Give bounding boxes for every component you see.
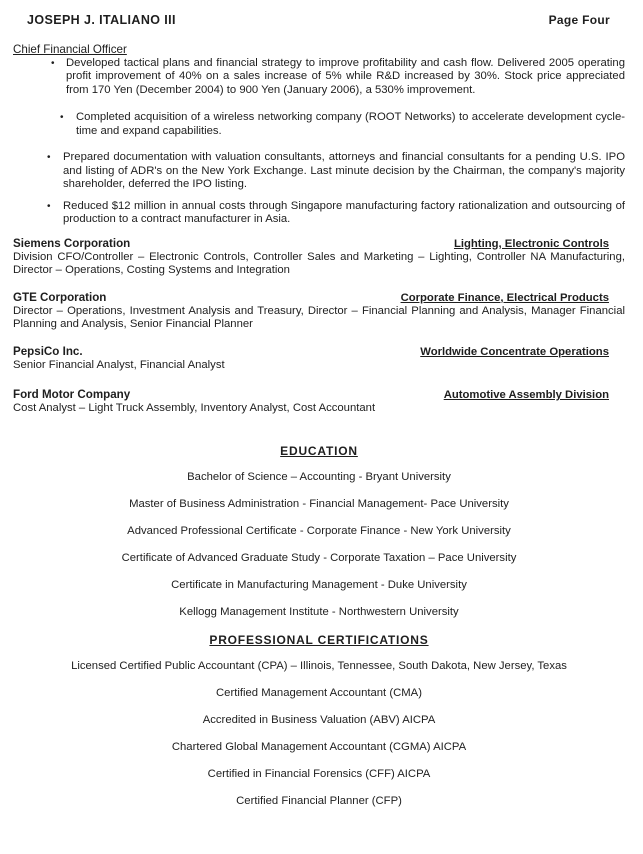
certification-item: Accredited in Business Valuation (ABV) AICPA bbox=[202, 714, 436, 726]
role-title: Chief Financial Officer bbox=[13, 42, 127, 56]
education-list bbox=[13, 471, 625, 620]
company-name: PepsiCo Inc. bbox=[13, 344, 83, 358]
certification-item: Certified in Financial Forensics (CFF) AICPA bbox=[207, 768, 431, 780]
bullet-item bbox=[13, 111, 625, 138]
bullet-item bbox=[13, 200, 625, 227]
experience-entry bbox=[13, 345, 625, 373]
certification-item: Licensed Certified Public Accountant (CPA) – Illinois, Tennessee, South Dakota, New Jersey, Texas bbox=[71, 660, 567, 672]
education-section bbox=[13, 444, 625, 620]
bullet-icon: • bbox=[47, 200, 51, 212]
role-bullet-list bbox=[13, 57, 625, 227]
company-division: Lighting, Electronic Controls bbox=[453, 237, 609, 250]
bullet-item bbox=[13, 151, 625, 192]
company-roles: Senior Financial Analyst, Financial Analyst bbox=[13, 358, 225, 371]
certifications-section bbox=[13, 633, 625, 809]
education-item: Certificate of Advanced Graduate Study - Corporate Taxation – Pace University bbox=[121, 551, 517, 564]
bullet-text: Completed acquisition of a wireless networking company (ROOT Networks) to accelerate development cycle-time and expand capabilities. bbox=[76, 111, 625, 137]
bullet-icon: • bbox=[60, 112, 64, 123]
company-roles: Division CFO/Controller – Electronic Controls, Controller Sales and Marketing – Lighting, Controller NA Manufacturing, Director – Operations, Costing Systems and Integration bbox=[13, 250, 625, 276]
bullet-item bbox=[13, 57, 625, 98]
bullet-icon: • bbox=[51, 57, 55, 69]
education-heading: EDUCATION bbox=[280, 443, 358, 458]
bullet-text: Prepared documentation with valuation consultants, attorneys and financial consultants for a pending U.S. IPO and listing of ADR's on the New York Exchange. Last minute decision by the Chairman, the company's majority shareholder, deferred the IPO listing. bbox=[63, 151, 625, 190]
company-name: Ford Motor Company bbox=[13, 388, 131, 401]
bullet-text: Reduced $12 million in annual costs through Singapore manufacturing factory rationalization and outsourcing of production to a contract manufacturer in Asia. bbox=[63, 199, 625, 225]
education-item: Kellogg Management Institute - Northwestern University bbox=[179, 605, 459, 618]
experience-entry bbox=[13, 237, 625, 278]
education-item: Master of Business Administration - Financial Management- Pace University bbox=[129, 497, 509, 510]
page-header bbox=[27, 14, 610, 28]
certifications-list bbox=[13, 660, 625, 809]
company-name: GTE Corporation bbox=[13, 290, 107, 304]
bullet-icon: • bbox=[47, 152, 51, 163]
experience-entry-header bbox=[13, 345, 625, 359]
experience-section bbox=[13, 237, 625, 416]
certifications-heading: PROFESSIONAL CERTIFICATIONS bbox=[209, 633, 429, 647]
bullet-text: Developed tactical plans and financial strategy to improve profitability and cash flow. Delivered 2005 operating profit improvement of 40% on a sales increase of 5% while R&D increased by 30%. Stock price appreciated from 170 Yen (December 2004) to 900 Yen (January 2006), a 530% improvement. bbox=[66, 56, 625, 96]
certification-item: Certified Financial Planner (CFP) bbox=[236, 795, 402, 807]
company-division: Worldwide Concentrate Operations bbox=[420, 345, 609, 358]
company-division: Corporate Finance, Electrical Products bbox=[400, 291, 609, 304]
experience-entry-header bbox=[13, 237, 625, 251]
candidate-name: JOSEPH J. ITALIANO III bbox=[27, 13, 176, 27]
company-name: Siemens Corporation bbox=[13, 236, 131, 250]
experience-entry-header bbox=[13, 388, 625, 402]
education-item: Advanced Professional Certificate - Corporate Finance - New York University bbox=[127, 524, 511, 537]
company-division: Automotive Assembly Division bbox=[443, 389, 609, 401]
experience-entry-header bbox=[13, 291, 625, 305]
page-number: Page Four bbox=[548, 13, 610, 27]
education-item: Certificate in Manufacturing Management - Duke University bbox=[171, 578, 467, 591]
education-item: Bachelor of Science – Accounting - Bryant University bbox=[187, 470, 451, 483]
certification-item: Certified Management Accountant (CMA) bbox=[216, 687, 422, 699]
company-roles: Cost Analyst – Light Truck Assembly, Inventory Analyst, Cost Accountant bbox=[13, 402, 376, 414]
company-roles: Director – Operations, Investment Analysis and Treasury, Director – Financial Planning and Analysis, Manager Financial Planning and Analysis, Senior Financial Planner bbox=[13, 304, 625, 330]
experience-entry bbox=[13, 291, 625, 332]
experience-entry bbox=[13, 388, 625, 416]
certification-item: Chartered Global Management Accountant (CGMA) AICPA bbox=[171, 741, 467, 753]
